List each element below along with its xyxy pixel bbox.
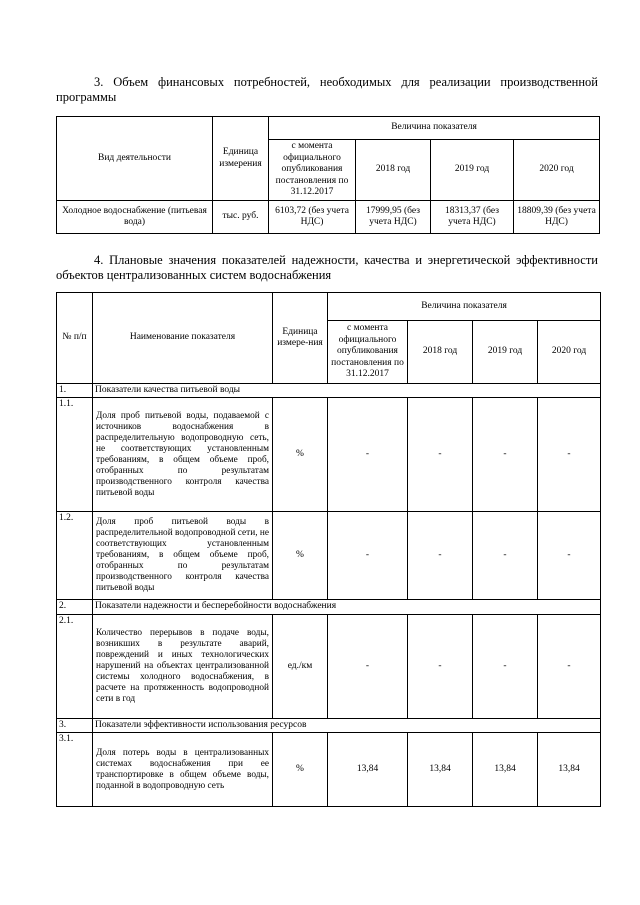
row-num: 1.1. (57, 398, 93, 512)
row-num: 1. (57, 384, 93, 398)
value-initial: - (328, 614, 408, 718)
table-row-section (57, 384, 601, 398)
section4-heading (56, 253, 598, 283)
row-unit: тыс. руб. (213, 201, 269, 234)
indicator-name: Доля проб питьевой воды в распределительной водопроводной сети, не соответствующих установленным требованиям, в общем объеме проб, отобранных по результатам производственного контроля качества питьевой воды (93, 512, 273, 600)
table-row (57, 614, 601, 718)
indicators-table (56, 292, 601, 807)
row-value-2018: 17999,95 (без учета НДС) (356, 201, 431, 234)
indicator-unit: % (273, 733, 328, 807)
value-initial: 13,84 (328, 733, 408, 807)
table-row (57, 733, 601, 807)
value-initial: - (328, 512, 408, 600)
value-2019: 13,84 (473, 733, 538, 807)
section3-heading-line2: программы (56, 90, 117, 104)
value-2018: 13,84 (408, 733, 473, 807)
section-title: Показатели надежности и бесперебойности водоснабжения (93, 600, 601, 614)
row-num: 2. (57, 600, 93, 614)
value-2018: - (408, 512, 473, 600)
indicator-unit: % (273, 512, 328, 600)
value-2020: - (538, 398, 601, 512)
header-unit: Единица измере-ния (273, 293, 328, 384)
value-2019: - (473, 398, 538, 512)
header-period-2020: 2020 год (514, 140, 600, 201)
section4-heading-line2: объектов централизованных систем водоснабжения (56, 268, 332, 282)
table-row-section (57, 718, 601, 732)
row-value-initial: 6103,72 (без учета НДС) (269, 201, 356, 234)
header-activity: Вид деятельности (57, 117, 213, 201)
indicator-unit: % (273, 398, 328, 512)
header-num: № п/п (57, 293, 93, 384)
value-2018: - (408, 614, 473, 718)
value-2018: - (408, 398, 473, 512)
header-period-2020: 2020 год (538, 321, 601, 384)
table-row-section (57, 600, 601, 614)
header-period-initial: с момента официального опубликования постановления по 31.12.2017 (328, 321, 408, 384)
header-period-initial: с момента официального опубликования постановления по 31.12.2017 (269, 140, 356, 201)
value-2020: - (538, 512, 601, 600)
section4-heading-line1: 4. Плановые значения показателей надежности, качества и энергетической эффективности (94, 253, 598, 267)
header-period-2018: 2018 год (356, 140, 431, 201)
header-name: Наименование показателя (93, 293, 273, 384)
header-value-group: Величина показателя (328, 293, 601, 321)
value-2020: 13,84 (538, 733, 601, 807)
indicator-name: Количество перерывов в подаче воды, возникших в результате аварий, повреждений и иных технологических нарушений на объектах централизованной системы холодного водоснабжения, в расчете на протяженность водопроводной сети в год (93, 614, 273, 718)
header-period-2019: 2019 год (473, 321, 538, 384)
section3-heading (56, 75, 598, 105)
indicator-unit: ед./км (273, 614, 328, 718)
header-value-group: Величина показателя (269, 117, 600, 140)
section3-heading-line1: 3. Объем финансовых потребностей, необходимых для реализации производственной (94, 75, 598, 89)
section-title: Показатели эффективности использования ресурсов (93, 718, 601, 732)
row-value-2019: 18313,37 (без учета НДС) (431, 201, 514, 234)
indicator-name: Доля потерь воды в централизованных системах водоснабжения при ее транспортировке в общем объеме воды, поданной в водопроводную сеть (93, 733, 273, 807)
row-num: 2.1. (57, 614, 93, 718)
row-num: 3. (57, 718, 93, 732)
row-activity: Холодное водоснабжение (питьевая вода) (57, 201, 213, 234)
section-title: Показатели качества питьевой воды (93, 384, 601, 398)
row-num: 3.1. (57, 733, 93, 807)
table-row (57, 201, 600, 234)
financial-needs-table (56, 116, 600, 234)
row-num: 1.2. (57, 512, 93, 600)
header-period-2018: 2018 год (408, 321, 473, 384)
value-2019: - (473, 512, 538, 600)
value-2020: - (538, 614, 601, 718)
indicator-name: Доля проб питьевой воды, подаваемой с источников водоснабжения в распределительную водопроводную сеть, не соответствующих установленным требованиям, в общем объеме проб, отобранных по результатам производственного контроля качества питьевой воды (93, 398, 273, 512)
value-2019: - (473, 614, 538, 718)
value-initial: - (328, 398, 408, 512)
header-period-2019: 2019 год (431, 140, 514, 201)
row-value-2020: 18809,39 (без учета НДС) (514, 201, 600, 234)
table-row (57, 398, 601, 512)
header-unit: Единица измерения (213, 117, 269, 201)
table-row (57, 512, 601, 600)
